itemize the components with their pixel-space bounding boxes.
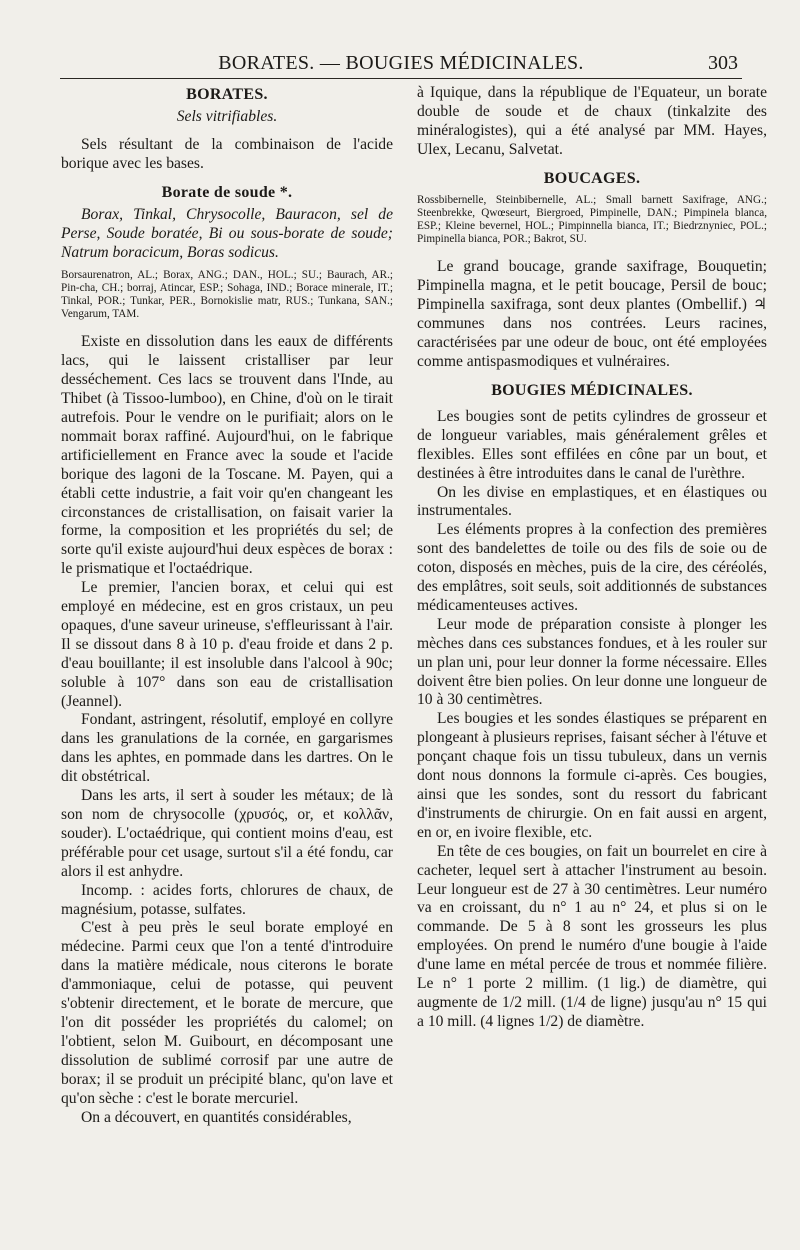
section-heading-borate-de-soude: Borate de soude *. <box>161 183 293 201</box>
synonyms-italic: Borax, Tinkal, Chrysocolle, Bauracon, sel de Perse, Soude boratée, Bi ou sous-borate de soude; Natrum boracicum, Boras sodicus. <box>61 205 393 261</box>
paragraph: Sels résultant de la combinaison de l'acide borique avec les bases. <box>61 136 393 172</box>
paragraph: En tête de ces bougies, on fait un bourrelet en cire à cacheter, lequel sert à attacher l'instrument au besoin. Leur longueur est de 27 à 30 centimètres. Leur numéro va en croissant, du n° 1 au n° 24, et plus si on le commande. De 5 à 8 sont les grosseurs les plus employées. On prend le numéro d'une bougie à l'aide d'une lame en métal percée de trous et nommée filière. Le n° 1 porte 2 millim. (1 lig.) de diamètre, qui augmente de 1/2 mill. (1/4 de ligne) jusqu'au n° 15 qui a 10 mill. (4 lignes 1/2) de diamètre. <box>417 842 767 1030</box>
right-column <box>417 84 767 1032</box>
paragraph: Le grand boucage, grande saxifrage, Bouquetin; Pimpinella magna, et le petit boucage, Persil de bouc; Pimpinella saxifraga, sont deux plantes (Ombellif.) ♃ communes dans nos contrées. Leurs racines, caractérisées par une odeur de bouc, ont été employées comme antispasmodiques et vulnéraires. <box>417 258 767 370</box>
paragraph: Leur mode de préparation consiste à plonger les mèches dans ces substances fondues, et à les rouler sur un plan uni, pour leur donner la forme nécessaire. Elles doivent être bien polies. On leur donne une longueur de 10 à 30 centimètres. <box>417 615 767 709</box>
paragraph: Existe en dissolution dans les eaux de différents lacs, qui le laissent cristalliser par leur desséchement. Ces lacs se trouvent dans l'Inde, au Thibet (à Tissoo-lumboo), en Chine, d'où on le tirait autrefois. Pour le vendre on le purifiait; alors on le nommait borax raffiné. Aujourd'hui, on le fabrique artificiellement en France avec la soude et l'acide borique des lagoni de la Toscane. M. Payen, qui a établi cette industrie, a fait voir qu'en changeant les circonstances de cristallisation, on faisait varier la forme, la composition et les propriétés du sel; de sorte qu'il existe aujourd'hui deux espèces de borax : le prismatique et l'octaédrique. <box>61 333 393 578</box>
section-heading-boucages: BOUCAGES. <box>543 169 641 187</box>
paragraph: Les bougies sont de petits cylindres de grosseur et de longueur variables, mais généralement grêles et flexibles. Elles sont effilées en cône par un bout, et destinées à être introduites dans le canal de l'urèthre. <box>417 407 767 482</box>
section-heading-borates: BORATES. <box>186 86 268 103</box>
foreign-names: Rossbibernelle, Steinbibernelle, AL.; Small barnett Saxifrage, ANG.; Steenbrekke, Qwœseurt, Biergroed, Pimpinelle, DAN.; Pimpinela blanca, ESP.; Kleine bevernel, HOL.; Pimpinnella bianca, IT.; Biedrznyniec, POL.; Pimpinella bianca, POR.; Bakrot, SU. <box>417 193 767 246</box>
foreign-names: Borsaurenatron, AL.; Borax, ANG.; DAN., HOL.; SU.; Baurach, AR.; Pin-cha, CH.; borraj, Atincar, ESP.; Sohaga, IND.; Borace minerale, IT.; Tinkal, POR.; Tunkar, PER., Bornokislie matr, RUS.; Tunkana, SAN.; Vengarum, TAM. <box>61 268 393 321</box>
section-subheading: Sels vitrifiables. <box>176 108 278 125</box>
paragraph: Le premier, l'ancien borax, et celui qui est employé en médecine, est en gros cristaux, un peu opaques, d'une saveur urineuse, s'effleurissant à l'air. Il se dissout dans 8 à 10 p. d'eau froide et dans 2 p. d'eau bouillante; il est insoluble dans l'alcool à 90c; soluble à 107° dans son eau de cristallisation (Jeannel). <box>61 579 393 710</box>
paragraph: Les bougies et les sondes élastiques se préparent en plongeant à plusieurs reprises, faisant sécher à l'étuve et ponçant chaque fois un tissu tubuleux, dans un vernis dont nous donnons la formule ci-après. Ces bougies, ainsi que les sondes, sont du ressort du fabricant d'instruments de chirurgie. On en fait aussi en argent, en or, en ivoire flexible, etc. <box>417 710 767 841</box>
paragraph: Dans les arts, il sert à souder les métaux; de là son nom de chrysocolle (χρυσός, or, et κολλᾶν, souder). L'octaédrique, qui contient moins d'eau, est préférable pour cet usage, surtout s'il a été fondu, car alors il est anhydre. <box>61 787 393 880</box>
running-title: BORATES. — BOUGIES MÉDICINALES. <box>218 52 584 74</box>
paragraph: Incomp. : acides forts, chlorures de chaux, de magnésium, potasse, sulfates. <box>61 881 393 918</box>
paragraph: C'est à peu près le seul borate employé en médecine. Parmi ceux que l'on a tenté d'introduire dans la matière médicale, nous citerons le borate d'ammoniaque, celui de potasse, qui peuvent s'obtenir directement, et le borate de mercure, que l'on dit posséder les propriétés du calomel; on l'obtient, selon M. Guibourt, en décomposant une dissolution de sublimé corrosif par une autre de borax; il se produit un précipité blanc, qu'on lave et qu'on sèche : c'est le borate mercuriel. <box>61 919 393 1107</box>
running-header <box>60 52 742 79</box>
paragraph: On les divise en emplastiques, et en élastiques ou instrumentales. <box>417 483 767 520</box>
paragraph: On a découvert, en quantités considérables, <box>81 1108 352 1126</box>
paragraph: à Iquique, dans la république de l'Equateur, un borate double de soude et de chaux (tinkalzite des minéralogistes), qui a été analysé par MM. Hayes, Ulex, Lecanu, Salvetat. <box>417 84 767 158</box>
page-number: 303 <box>708 52 738 74</box>
paragraph: Fondant, astringent, résolutif, employé en collyre dans les granulations de la cornée, en gargarismes dans les aphtes, en pommade dans les dartres. On le dit obstétrical. <box>61 711 393 786</box>
section-heading-bougies-medicinales: BOUGIES MÉDICINALES. <box>491 381 693 399</box>
paragraph: Les éléments propres à la confection des premières sont des bandelettes de toile ou des fils de soie ou de coton, disposés en mèches, puis de la cire, des céréolés, des emplâtres, soit seuls, soit additionnés de substances médicamenteuses actives. <box>417 521 767 614</box>
left-column <box>61 84 393 1127</box>
